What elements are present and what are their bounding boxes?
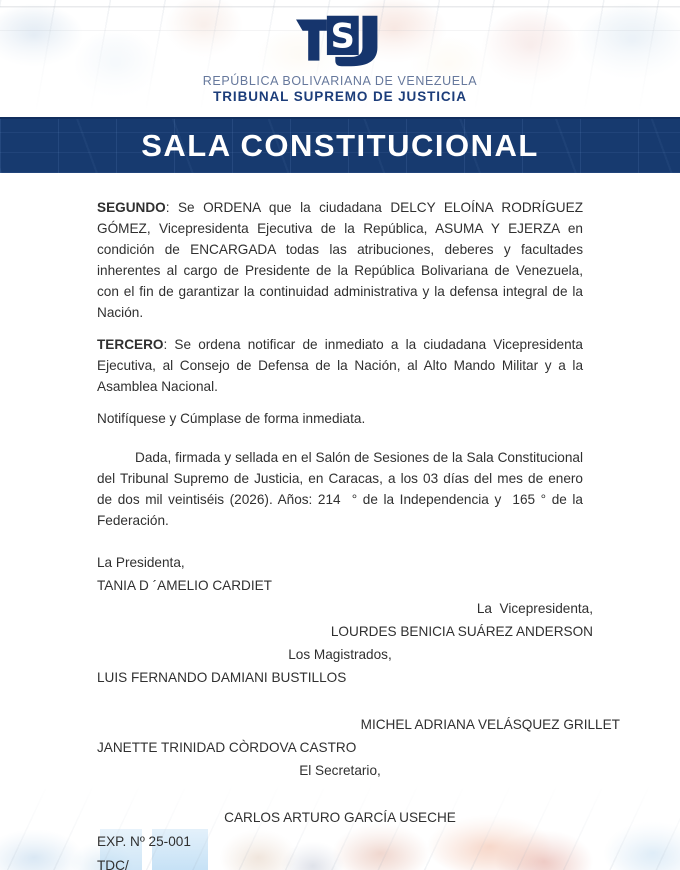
magistrado-name-3: JANETTE TRINIDAD CÒRDOVA CASTRO <box>97 740 357 755</box>
paragraph-segundo-lead: SEGUNDO <box>97 200 166 215</box>
paragraph-tercero <box>97 334 583 397</box>
document-footer <box>97 830 583 870</box>
signature-block <box>97 551 620 829</box>
letterhead <box>0 0 680 117</box>
vicepresidenta-name: LOURDES BENICIA SUÁREZ ANDERSON <box>330 624 593 639</box>
vicepresidenta-title: La Vicepresidenta, <box>476 601 593 616</box>
reference-initials: TDC/ <box>97 857 129 870</box>
presidenta-title: La Presidenta, <box>97 555 185 570</box>
magistrado-name-2: MICHEL ADRIANA VELÁSQUEZ GRILLET <box>360 717 620 732</box>
secretario-title: El Secretario, <box>299 763 381 778</box>
banner-title: SALA CONSTITUCIONAL <box>141 128 539 163</box>
paragraph-tercero-lead: TERCERO <box>97 337 164 352</box>
document-body <box>0 173 680 870</box>
paragraph-dada: Dada, firmada y sellada en el Salón de Sesiones de la Sala Constitucional del Tribunal Supremo de Justicia, en Caracas, a los 03 días del mes de enero de dos mil veintiséis (2026). Años: 214 ° de la Independencia y 165 ° de la Federación. <box>97 450 583 528</box>
tribunal-line: TRIBUNAL SUPREMO DE JUSTICIA <box>213 89 467 104</box>
tsj-monogram-icon <box>293 12 387 70</box>
sala-banner <box>0 117 680 173</box>
paragraph-segundo-text: : Se ORDENA que la ciudadana DELCY ELOÍNA RODRÍGUEZ GÓMEZ, Vicepresidenta Ejecutiva de la República, ASUMA Y EJERZA en condición de ENCARGADA todas las atribuciones, deberes y facultades inherentes al cargo de Presidente de la República Bolivariana de Venezuela, con el fin de garantizar la continuidad administrativa y la defensa integral de la Nación. <box>97 200 583 320</box>
secretario-name: CARLOS ARTURO GARCÍA USECHE <box>224 810 456 825</box>
magistrados-title: Los Magistrados, <box>288 647 392 662</box>
presidenta-name: TANIA D ´AMELIO CARDIET <box>97 578 272 593</box>
expediente-number: EXP. Nº 25-001 <box>97 834 191 849</box>
svg-text:S: S <box>330 16 355 56</box>
line-notifiquese: Notifíquese y Cúmplase de forma inmediata. <box>97 411 366 426</box>
paragraph-segundo <box>97 197 583 323</box>
republic-line: REPÚBLICA BOLIVARIANA DE VENEZUELA <box>202 74 478 88</box>
paragraph-tercero-text: : Se ordena notificar de inmediato a la ciudadana Vicepresidenta Ejecutiva, al Consejo de Defensa de la Nación, al Alto Mando Militar y a la Asamblea Nacional. <box>97 337 583 394</box>
magistrado-name-1: LUIS FERNANDO DAMIANI BUSTILLOS <box>97 670 347 685</box>
